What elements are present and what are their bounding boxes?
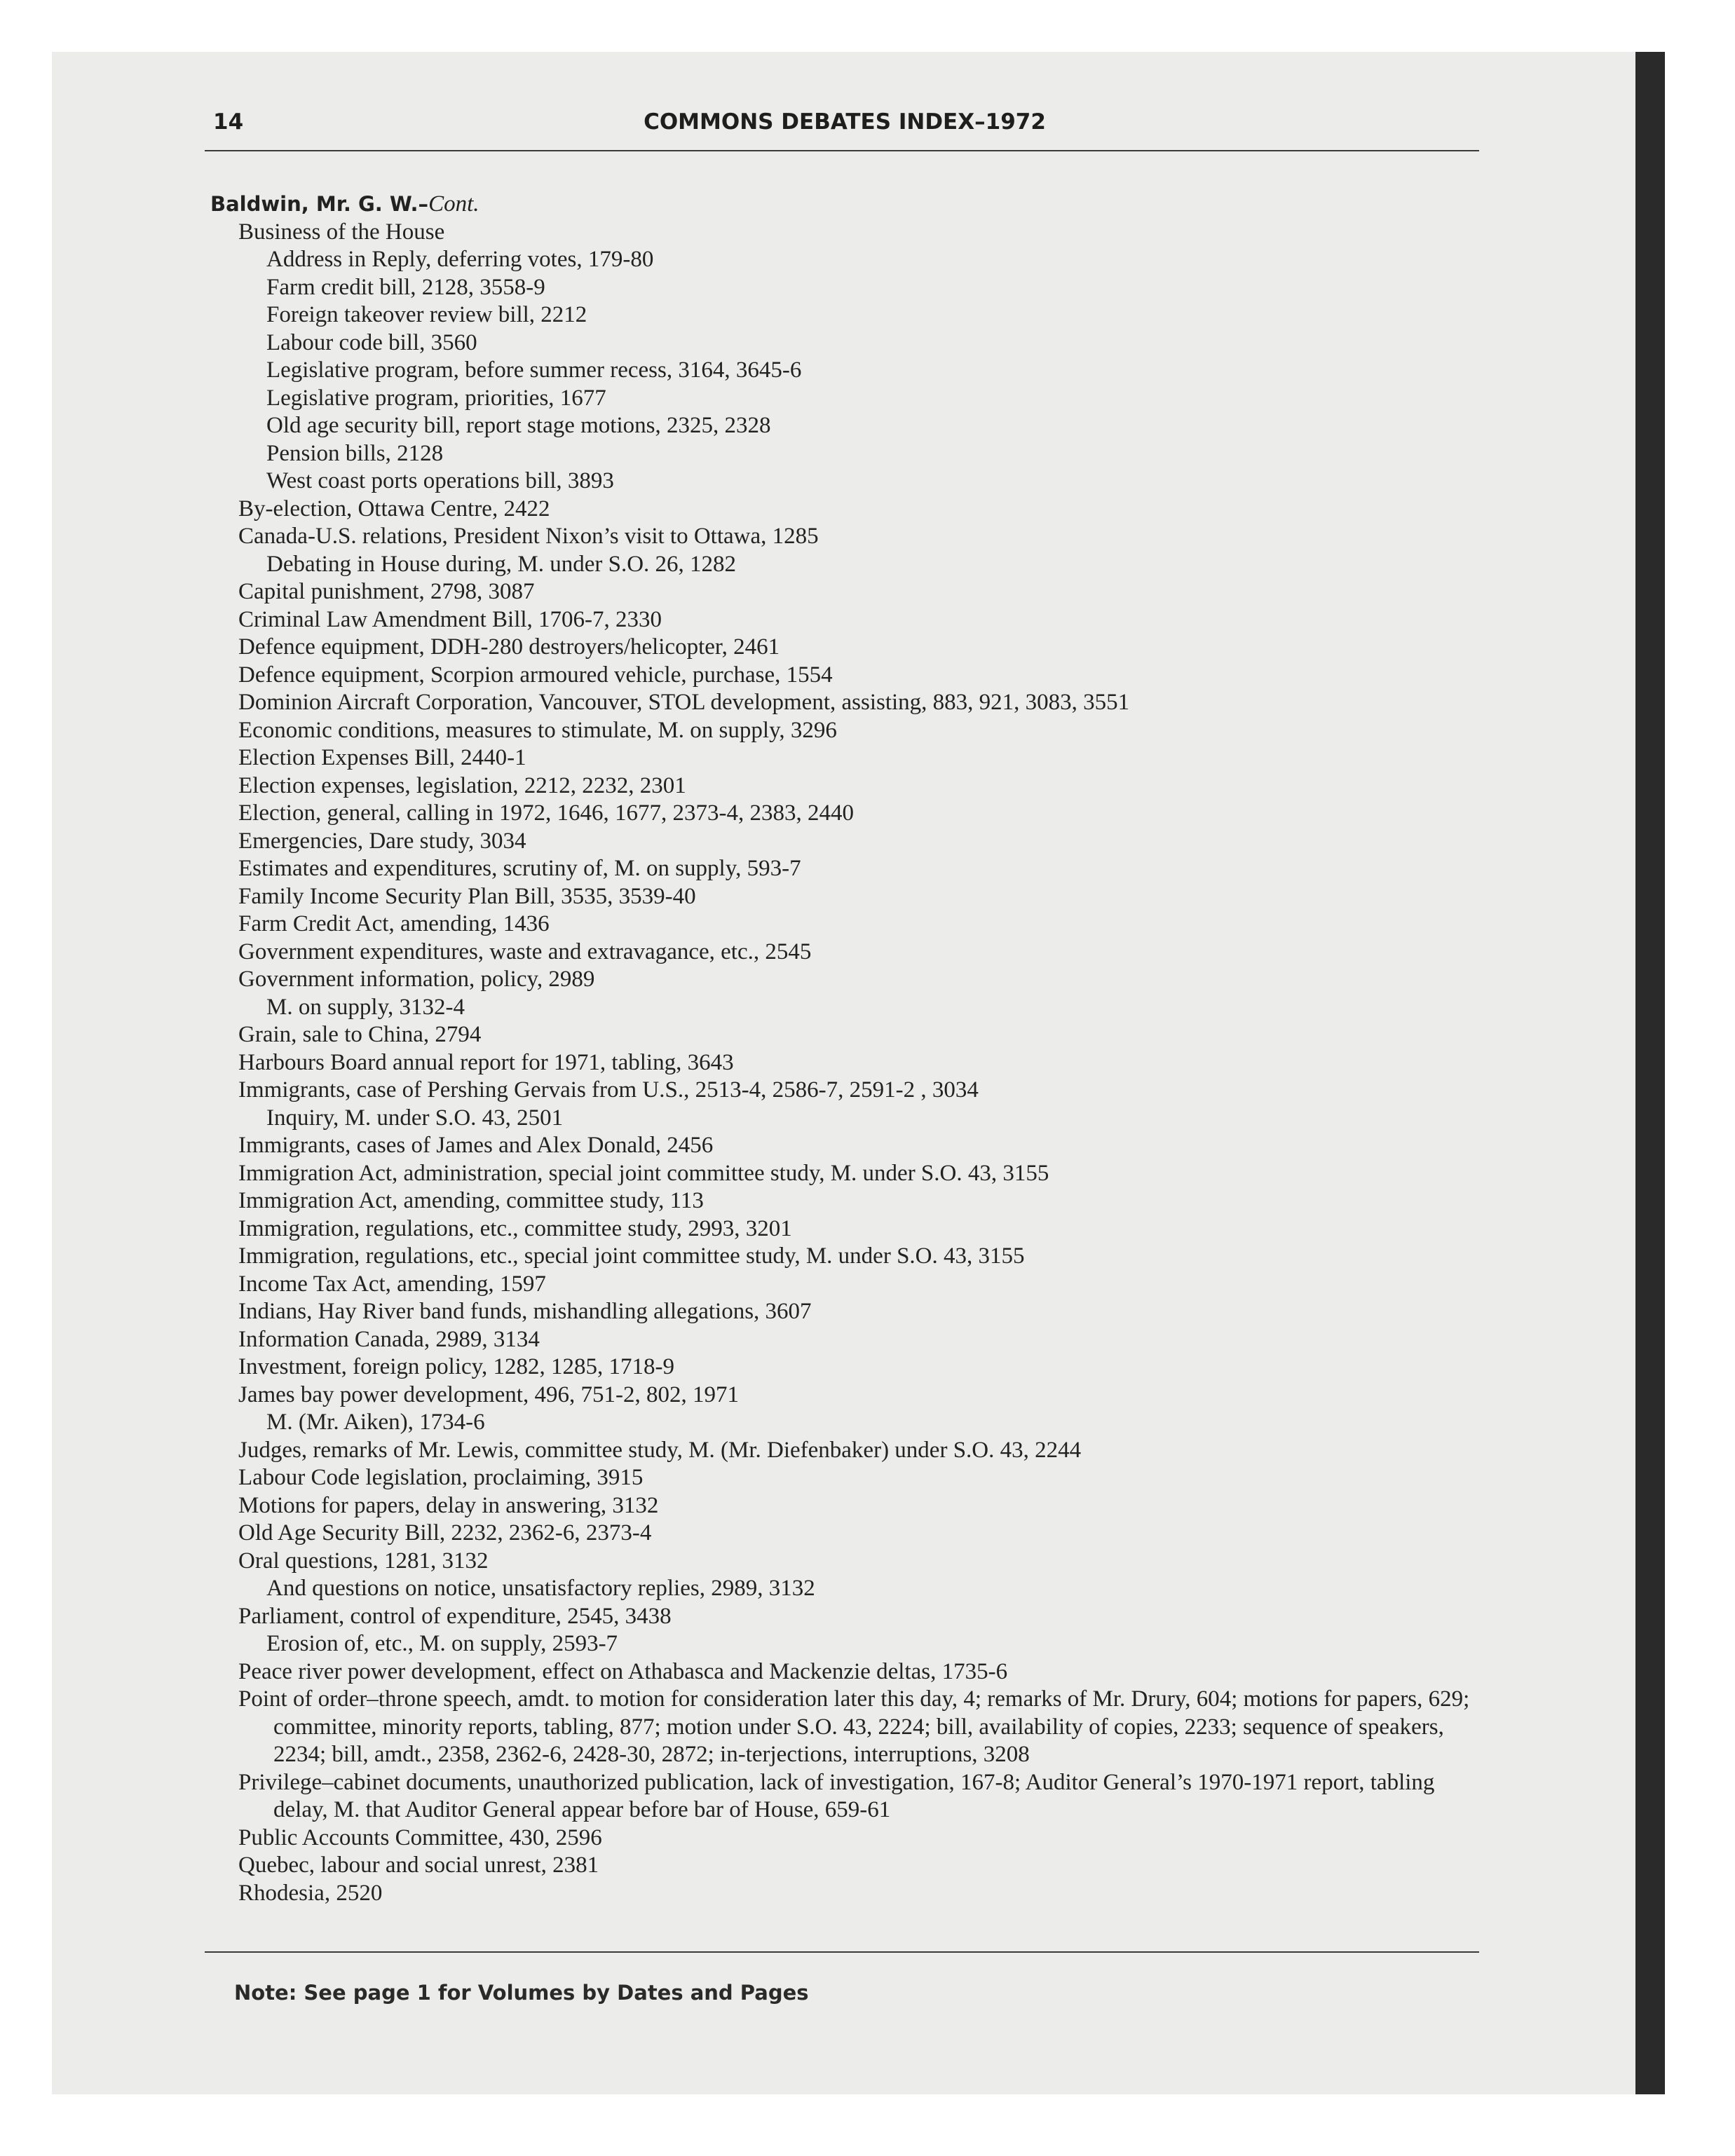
running-title: COMMONS DEBATES INDEX–1972 (644, 109, 1046, 135)
index-entry: Motions for papers, delay in answering, 3132 (238, 1492, 659, 1518)
index-entry: Farm Credit Act, amending, 1436 (238, 911, 550, 936)
index-subentry: Address in Reply, deferring votes, 179-80 (266, 247, 654, 272)
index-entry: Immigration Act, amending, committee study, 113 (238, 1188, 704, 1213)
index-entry: Capital punishment, 2798, 3087 (238, 579, 535, 604)
index-subentry: Legislative program, before summer recess, 3164, 3645-6 (266, 357, 802, 383)
index-subentry: West coast ports operations bill, 3893 (266, 468, 614, 493)
index-entry: Quebec, labour and social unrest, 2381 (238, 1853, 599, 1878)
index-entry: Election Expenses Bill, 2440-1 (238, 745, 526, 770)
index-entry: Business of the House (238, 219, 445, 245)
index-subentry: Old age security bill, report stage motions, 2325, 2328 (266, 413, 771, 438)
index-entry: Judges, remarks of Mr. Lewis, committee study, M. (Mr. Diefenbaker) under S.O. 43, 2244 (238, 1437, 1082, 1463)
heading-cont: Cont. (428, 191, 479, 217)
page-number: 14 (213, 109, 244, 135)
index-subentry: Inquiry, M. under S.O. 43, 2501 (266, 1105, 564, 1131)
index-entry: Point of order–throne speech, amdt. to motion for consideration later this day, 4; remarks of Mr. Drury, 604; motions for papers, 629; committee, minority reports, tabling, 877; motion under S.O. 43, 2224; bill, availability of copies, 2233; sequence of speakers, 2234; bill, amdt., 2358, 2362-6, 2428-30, 2872; in-terjections, interruptions, 3208 (238, 1686, 1470, 1767)
index-entry: Income Tax Act, amending, 1597 (238, 1271, 546, 1297)
index-subentry: And questions on notice, unsatisfactory replies, 2989, 3132 (266, 1576, 815, 1601)
index-entries (210, 191, 1493, 1907)
footer-rule (205, 1951, 1479, 1953)
page-header (210, 105, 1479, 147)
index-entry: Estimates and expenditures, scrutiny of, M. on supply, 593-7 (238, 856, 801, 881)
index-entry: Immigration, regulations, etc., committee study, 2993, 3201 (238, 1215, 792, 1241)
index-subentry: Debating in House during, M. under S.O. 26, 1282 (266, 551, 737, 577)
index-entry: Parliament, control of expenditure, 2545, 3438 (238, 1603, 672, 1629)
index-subentry: Legislative program, priorities, 1677 (266, 385, 606, 411)
index-entry: Immigration, regulations, etc., special joint committee study, M. under S.O. 43, 3155 (238, 1243, 1025, 1269)
index-subentry: Foreign takeover review bill, 2212 (266, 302, 587, 327)
index-subentry: Labour code bill, 3560 (266, 329, 477, 355)
index-entry: Government information, policy, 2989 (238, 967, 595, 992)
index-entry: Rhodesia, 2520 (238, 1880, 383, 1906)
scan-edge-shadow (1635, 52, 1665, 2094)
index-entry: By-election, Ottawa Centre, 2422 (238, 496, 550, 521)
heading-name: Baldwin, Mr. G. W.– (210, 192, 429, 216)
index-entry: Election, general, calling in 1972, 1646, 1677, 2373-4, 2383, 2440 (238, 800, 855, 826)
entry-list (210, 219, 1493, 1908)
index-subentry: M. on supply, 3132-4 (266, 994, 465, 1020)
index-entry: Old Age Security Bill, 2232, 2362-6, 2373-4 (238, 1520, 652, 1546)
index-entry: Government expenditures, waste and extravagance, etc., 2545 (238, 939, 812, 964)
index-entry: Economic conditions, measures to stimulate, M. on supply, 3296 (238, 717, 837, 743)
index-subentry: Farm credit bill, 2128, 3558-9 (266, 274, 545, 300)
index-entry: Indians, Hay River band funds, mishandling allegations, 3607 (238, 1299, 812, 1324)
index-subentry: M. (Mr. Aiken), 1734-6 (266, 1410, 485, 1435)
index-entry: Family Income Security Plan Bill, 3535, 3539-40 (238, 883, 696, 909)
header-rule (205, 150, 1479, 151)
index-entry: Investment, foreign policy, 1282, 1285, 1718-9 (238, 1354, 675, 1379)
index-entry: Information Canada, 2989, 3134 (238, 1326, 540, 1352)
index-entry: Grain, sale to China, 2794 (238, 1022, 482, 1047)
index-entry: Public Accounts Committee, 430, 2596 (238, 1824, 602, 1850)
footer-note: Note: See page 1 for Volumes by Dates and Pages (234, 1981, 809, 2005)
index-entry: Peace river power development, effect on Athabasca and Mackenzie deltas, 1735-6 (238, 1658, 1008, 1684)
index-entry: Canada-U.S. relations, President Nixon’s visit to Ottawa, 1285 (238, 524, 819, 549)
index-entry: Defence equipment, DDH-280 destroyers/helicopter, 2461 (238, 634, 780, 660)
index-entry: Harbours Board annual report for 1971, tabling, 3643 (238, 1049, 734, 1075)
index-entry: Emergencies, Dare study, 3034 (238, 828, 526, 854)
index-entry: Labour Code legislation, proclaiming, 3915 (238, 1465, 644, 1490)
index-entry: Election expenses, legislation, 2212, 2232, 2301 (238, 772, 686, 798)
index-entry: Dominion Aircraft Corporation, Vancouver, STOL development, assisting, 883, 921, 3083, 3551 (238, 690, 1130, 715)
index-entry: Immigration Act, administration, special joint committee study, M. under S.O. 43, 3155 (238, 1160, 1049, 1186)
index-subentry: Pension bills, 2128 (266, 440, 444, 466)
index-entry: Defence equipment, Scorpion armoured vehicle, purchase, 1554 (238, 662, 833, 688)
index-subentry: Erosion of, etc., M. on supply, 2593-7 (266, 1631, 618, 1656)
index-entry: Criminal Law Amendment Bill, 1706-7, 2330 (238, 606, 662, 632)
index-entry: James bay power development, 496, 751-2, 802, 1971 (238, 1381, 739, 1407)
index-entry: Immigrants, cases of James and Alex Donald, 2456 (238, 1133, 714, 1158)
index-entry: Oral questions, 1281, 3132 (238, 1548, 489, 1574)
index-entry: Privilege–cabinet documents, unauthorized publication, lack of investigation, 167-8; Auditor General’s 1970-1971 report, tabling delay, M. that Auditor General appear before bar of House, 659-61 (238, 1769, 1435, 1822)
index-entry: Immigrants, case of Pershing Gervais from U.S., 2513-4, 2586-7, 2591-2 , 3034 (238, 1077, 979, 1103)
index-heading (210, 191, 1493, 219)
